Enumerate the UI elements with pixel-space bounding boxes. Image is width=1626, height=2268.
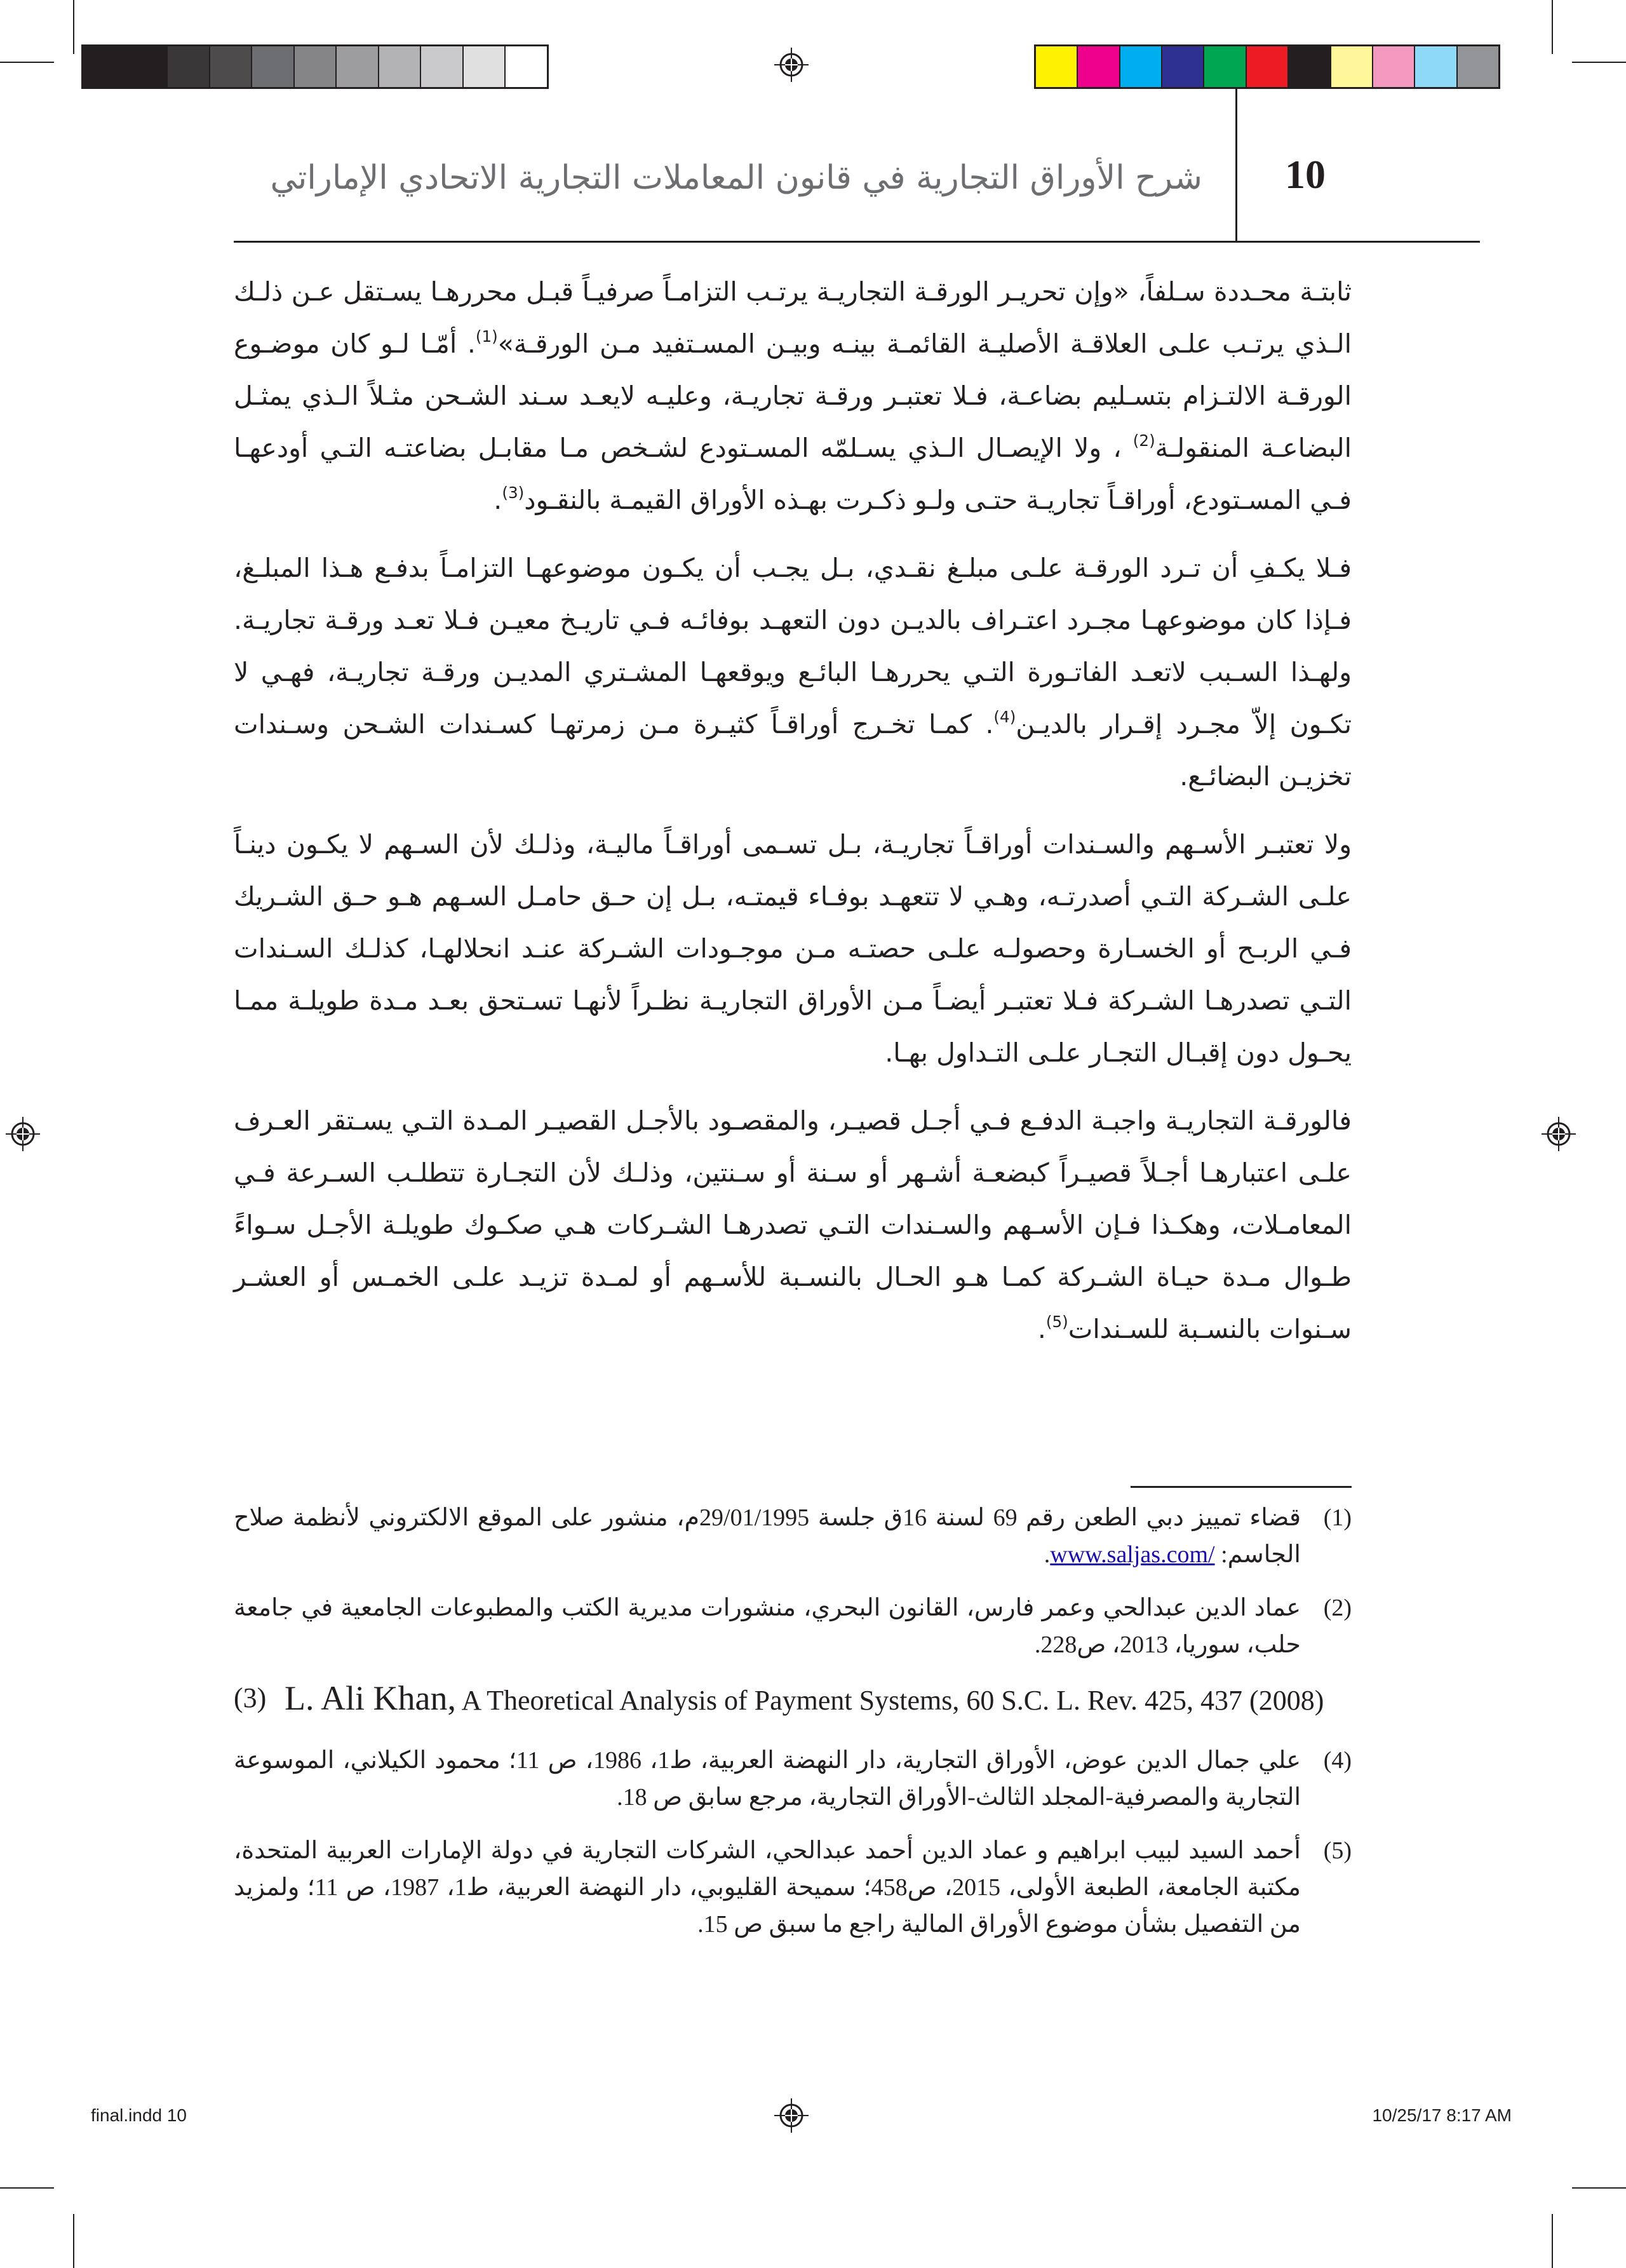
body-text xyxy=(234,266,1352,1371)
paragraph xyxy=(234,542,1352,802)
footnote xyxy=(234,1832,1352,1943)
footnote-number: (1) xyxy=(1323,1504,1352,1531)
footnotes xyxy=(234,1499,1352,1959)
footnote-text: علي جمال الدين عوض، الأوراق التجارية، دار النهضة العربية، ط1، 1986، ص 11؛ محمود الكيلاني، الموسوعة التجارية والمصرفية-المجلد الثالث-الأوراق التجارية، مرجع سابق ص 18. xyxy=(234,1747,1301,1811)
grayscale-bar xyxy=(81,44,549,89)
footnote-text xyxy=(285,1680,1352,1719)
gray-swatch xyxy=(421,46,464,87)
footnote-ref[interactable]: (5) xyxy=(1045,1312,1068,1331)
footnote-number: (5) xyxy=(1323,1837,1352,1864)
color-swatch xyxy=(1162,46,1204,87)
crop-mark xyxy=(1572,2187,1626,2189)
page-number: 10 xyxy=(1285,152,1326,197)
gray-swatch xyxy=(252,46,295,87)
footnote-author: L. Ali Khan, xyxy=(285,1679,456,1717)
gray-swatch xyxy=(168,46,210,87)
slug-datetime: 10/25/17 8:17 AM xyxy=(1372,2105,1512,2125)
footnote-ref[interactable]: (1) xyxy=(475,327,498,346)
color-swatch xyxy=(1373,46,1415,87)
color-swatch xyxy=(1289,46,1331,87)
footnote-number: (4) xyxy=(1323,1747,1352,1774)
color-swatch xyxy=(1458,46,1498,87)
registration-mark-icon xyxy=(774,2098,809,2133)
paragraph-text: . xyxy=(1037,1314,1046,1344)
gray-swatch xyxy=(210,46,253,87)
gray-swatch xyxy=(464,46,506,87)
color-bar xyxy=(1034,44,1500,89)
crop-mark xyxy=(1572,62,1626,63)
paragraph xyxy=(234,818,1352,1079)
color-swatch xyxy=(1204,46,1246,87)
footnote xyxy=(234,1680,1352,1719)
crop-mark xyxy=(0,2187,54,2189)
header-rule xyxy=(234,241,1480,243)
color-swatch xyxy=(1036,46,1078,87)
registration-mark-icon xyxy=(6,1117,40,1151)
crop-mark xyxy=(73,0,74,54)
footnote-citation: قضاء تمييز دبي الطعن رقم 69 لسنة 16ق جلسة 29/01/1995م، منشور على الموقع الالكتروني لأنظمة صلاح الجاسم: xyxy=(234,1504,1301,1568)
footnote-citation: . xyxy=(1044,1541,1051,1568)
gray-swatch xyxy=(295,46,337,87)
color-swatch xyxy=(1078,46,1120,87)
crop-mark xyxy=(1552,2214,1553,2268)
footnote-text: أحمد السيد لبيب ابراهيم و عماد الدين أحمد عبدالحي، الشركات التجارية في دولة الإمارات العربية المتحدة، مكتبة الجامعة، الطبعة الأولى، 2015، ص458؛ سميحة القليوبي، دار النهضة العربية، ط1، 1987، ص 11؛ ولمزيد من التفصيل بشأن موضوع الأوراق المالية راجع ما سبق ص 15. xyxy=(234,1837,1301,1938)
registration-mark-icon xyxy=(1542,1117,1576,1151)
gray-swatch xyxy=(83,46,126,87)
footnote-ref[interactable]: (3) xyxy=(502,483,525,502)
footnote-text: عماد الدين عبدالحي وعمر فارس، القانون البحري، منشورات مديرية الكتب والمطبوعات الجامعية في جامعة حلب، سوريا، 2013، ص228. xyxy=(234,1595,1301,1658)
footnote-text xyxy=(234,1499,1301,1573)
running-title: شرح الأوراق التجارية في قانون المعاملات التجارية الاتحادي الإماراتي xyxy=(270,159,1202,197)
color-swatch xyxy=(1120,46,1162,87)
crop-mark xyxy=(73,2214,74,2268)
crop-mark xyxy=(1552,0,1553,54)
footnote-citation: A Theoretical Analysis of Payment Systems, 60 S.C. L. Rev. 425, 437 (2008) xyxy=(455,1685,1324,1716)
header-divider xyxy=(1235,89,1237,241)
gray-swatch xyxy=(506,46,547,87)
paragraph-text: ولا تعتبـر الأسـهم والسـندات أوراقـاً تجاريـة، بـل تسـمى أوراقـاً ماليـة، وذلـك لأن السـهم لا يكـون دينـاً علـى الشـركة التـي أصدرتـه، وهـي لا تتعهـد بوفـاء قيمتـه، بـل إن حـق حامـل السـهم هـو حـق الشـريك فـي الربـح أو الخسـارة وحصولـه علـى حصتـه مـن موجـودات الشـركة عنـد انحلالهـا، كذلـك السـندات التـي تصدرهـا الشـركة فـلا تعتبـر أيضـاً مـن الأوراق التجاريـة نظـراً لأنهـا تسـتحق بعـد مـدة طويلـة ممـا يحـول دون إقبـال التجـار علـى التـداول بهـا. xyxy=(234,829,1352,1068)
paragraph-text: ثابتـة محـددة سـلفاً، «وإن تحريـر الورقـة التجاريـة يرتـب التزامـاً صرفيـاً قبـل محررهـا يسـتقل عـن ذلـك الـذي يرتـب علـى العلاقـة الأصليـة القائمـة بينـه وبيـن المسـتفيد مـن الورقـة» xyxy=(234,276,1352,359)
footnote xyxy=(234,1742,1352,1816)
paragraph-text: . xyxy=(494,485,502,515)
paragraph xyxy=(234,266,1352,526)
footnote-number: (3) xyxy=(234,1682,267,1713)
registration-mark-icon xyxy=(774,48,809,82)
footnote-separator xyxy=(1131,1486,1352,1488)
crop-mark xyxy=(0,62,54,63)
gray-swatch xyxy=(379,46,422,87)
footnote-link[interactable]: www.saljas.com/ xyxy=(1050,1541,1215,1568)
paragraph-text: . أمّـا لـو كان موضـوع الورقـة الالتـزام بتسـليم بضاعـة، فـلا تعتبـر ورقـة تجاريـة، وعليـه لايعـد سـند الشـحن مثـلاً الـذي يمثـل البضاعـة المنقولـة xyxy=(234,328,1352,463)
paragraph xyxy=(234,1095,1352,1355)
color-swatch xyxy=(1331,46,1373,87)
footnote xyxy=(234,1499,1352,1573)
paragraph-text: ، ولا الإيصـال الـذي يسـلمّه المسـتودع لشـخص مـا مقابـل بضاعتـه التـي أودعهـا فـي المسـتودع، أوراقـاً تجاريـة حتـى ولـو ذكـرت بهـذه الأوراق القيمـة بالنقـود xyxy=(234,433,1352,515)
gray-swatch xyxy=(126,46,168,87)
paragraph-text: . كمـا تخـرج أوراقـاً كثيـرة مـن زمرتهـا كسـندات الشـحن وسـندات تخزيـن البضائـع. xyxy=(234,709,1352,792)
footnote-ref[interactable]: (4) xyxy=(993,707,1016,726)
color-swatch xyxy=(1415,46,1457,87)
paragraph-text: فالورقـة التجاريـة واجبـة الدفـع فـي أجـل قصيـر، والمقصـود بالأجـل القصيـر المـدة التـي يسـتقر العـرف علـى اعتبارهـا أجـلاً قصيـراً كبضعـة أشـهر أو سـنة أو سـنتين، وذلـك لأن التجـارة تتطلـب السـرعة فـي المعامـلات، وهكـذا فـإن الأسـهم والسـندات التـي تصدرهـا الشـركات هـي صكـوك طويلـة الأجـل سـواءً طـوال مـدة حيـاة الشـركة كمـا هـو الحـال بالنسـبة للأسـهم أو لمـدة تزيـد علـى الخمـس أو العشـر سـنوات بالنسـبة للسـندات xyxy=(234,1105,1352,1344)
color-swatch xyxy=(1247,46,1289,87)
gray-swatch xyxy=(337,46,379,87)
footnote-number: (2) xyxy=(1323,1595,1352,1621)
footnote xyxy=(234,1590,1352,1663)
slug-filename: final.indd 10 xyxy=(91,2105,187,2125)
footnote-ref[interactable]: (2) xyxy=(1132,431,1155,450)
paragraph-text: فـلا يكـفِ أن تـرد الورقـة علـى مبلـغ نقـدي، بـل يجـب أن يكـون موضوعهـا التزامـاً بدفـع هـذا المبلـغ، فـإذا كان موضوعهـا مجـرد اعتـراف بالديـن دون التعهـد بوفائـه فـي تاريـخ معيـن فـلا تعـد ورقـة تجاريـة. ولهـذا السـبب لاتعـد الفاتـورة التـي يحررهـا البائـع ويوقعهـا المشـتري المديـن ورقـة تجاريـة، فهـي لا تكـون إلاّ مجـرد إقـرار بالديـن xyxy=(234,553,1352,739)
